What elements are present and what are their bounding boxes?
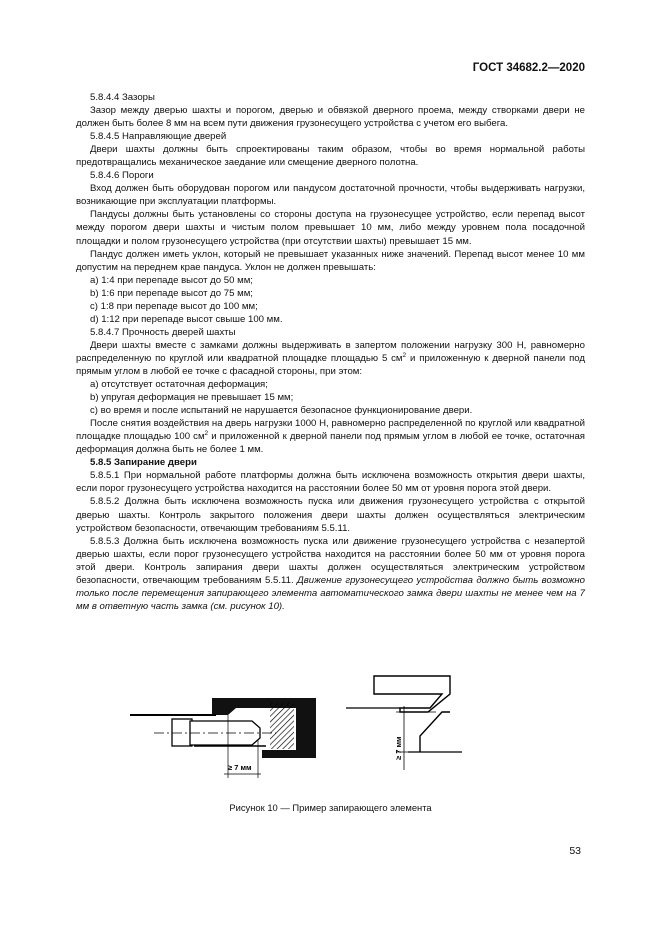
bold-heading: 5.8.5 Запирание двери [90,457,197,469]
paragraph: Двери шахты должны быть спроектированы таким образом, чтобы во время нормальной работы предотвращались механическое заедание или смещение дверного полотна. [76,144,585,169]
figure-caption: Рисунок 10 — Пример запирающего элемента [229,802,432,813]
text-run: и приложенную к дверной панели под прямым углом в любой ее точке с фасадной стороны, при этом: [76,352,586,377]
catch-slope [420,712,450,752]
italic-run: Движение грузонесущего устройства должно быть возможно только после перемещения запирающего элемента автоматического замка двери шахты не менее чем на 7 мм в ответную часть замка (см. рисунок 10). [76,574,585,612]
list-item: b) 1:6 при перепаде высот до 75 мм; [90,287,253,299]
list-item: d) 1:12 при перепаде высот свыше 100 мм. [90,313,283,325]
list-item: a) 1:4 при перепаде высот до 50 мм; [90,274,253,286]
paragraph: 5.8.5.1 При нормальной работе платформы должна быть исключена возможность открытия двери шахты, если порог грузонесущего устройства находится на расстоянии более 50 мм от уровня порога этой двери. [76,470,585,495]
text-run: После снятия воздействия на дверь нагрузки 1000 Н, равномерно распределенной по круглой или квадратной площадке площадью 100 см [76,418,585,443]
text-run: и приложенной к дверной панели под прямым углом в любой ее точке, остаточная деформация должна быть не более 1 мм. [76,431,585,456]
section-heading-5-8-4-5: 5.8.4.5 Направляющие дверей [90,131,227,143]
superscript: 2 [204,430,209,438]
dimension-label-left: ≥ 7 мм [228,763,252,772]
list-item: a) отсутствует остаточная деформация; [90,379,268,391]
text-run: Двери шахты вместе с замками должны выдерживать в запертом положении нагрузку 300 Н, равномерно распределенную по круглой или квадратной площадке площадью 5 см [76,339,585,364]
paragraph [76,535,585,613]
section-heading-5-8-4-4: 5.8.4.4 Зазоры [90,92,155,103]
section-heading-5-8-4-6: 5.8.4.6 Пороги [90,170,154,182]
paragraph [76,417,585,456]
text-run: 5.8.5.3 Должна быть исключена возможность пуска или движение грузонесущего устройства с незапертой дверью шахты, если порог грузонесущего устройства находится на расстоянии более 50 мм от уровня порога этой двери. Контроль запирания двери шахты должен осуществляться электрическим устройством безопасности, отвечающим требованиям 5.5.11. [76,535,585,586]
catch-hatched-zone [270,703,294,749]
locking-element-figure [120,668,540,778]
list-item: c) 1:8 при перепаде высот до 100 мм; [90,300,258,312]
paragraph: Пандусы должны быть установлены со стороны доступа на грузонесущее устройство, если перепад высот между порогом двери шахты и чистым полом превышает 10 мм, либо между уровнем пола посадочной площадки и полом грузонесущего устройства (при отсутствии шахты) превышает 15 мм. [76,209,585,247]
bolt-housing [172,719,192,746]
right-view [346,676,462,770]
section-heading-5-8-5 [76,456,585,469]
hook-element [374,676,450,712]
paragraph [76,339,585,378]
page-number: 53 [569,845,581,857]
document-code: ГОСТ 34682.2—2020 [472,62,585,74]
section-heading-5-8-4-7: 5.8.4.7 Прочность дверей шахты [90,326,236,338]
list-item: b) упругая деформация не превышает 15 мм; [90,392,294,404]
document-body [76,91,585,613]
paragraph: Зазор между дверью шахты и порогом, дверью и обвязкой дверного проема, между створками двери не должен быть более 8 мм на всем пути движения грузонесущего устройства с учетом его выбега. [76,105,585,130]
paragraph: Вход должен быть оборудован порогом или пандусом достаточной прочности, чтобы выдерживать нагрузки, возникающие при эксплуатации платформы. [76,183,585,208]
paragraph: 5.8.5.2 Должна быть исключена возможность пуска или движения грузонесущего устройства с открытой дверью шахты. Контроль закрытого положения двери шахты должен осуществляться электрическим устройством безопасности, отвечающим требованиям 5.5.11. [76,496,585,534]
superscript: 2 [402,351,407,359]
left-view [130,698,316,778]
paragraph: Пандус должен иметь уклон, который не превышает указанных ниже значений. Перепад высот менее 10 мм допустим на переднем крае пандуса. Уклон не должен превышать: [76,248,585,273]
list-item: c) во время и после испытаний не нарушается безопасное функционирование двери. [90,405,473,417]
dimension-label-right: ≥ 7 мм [394,736,403,760]
